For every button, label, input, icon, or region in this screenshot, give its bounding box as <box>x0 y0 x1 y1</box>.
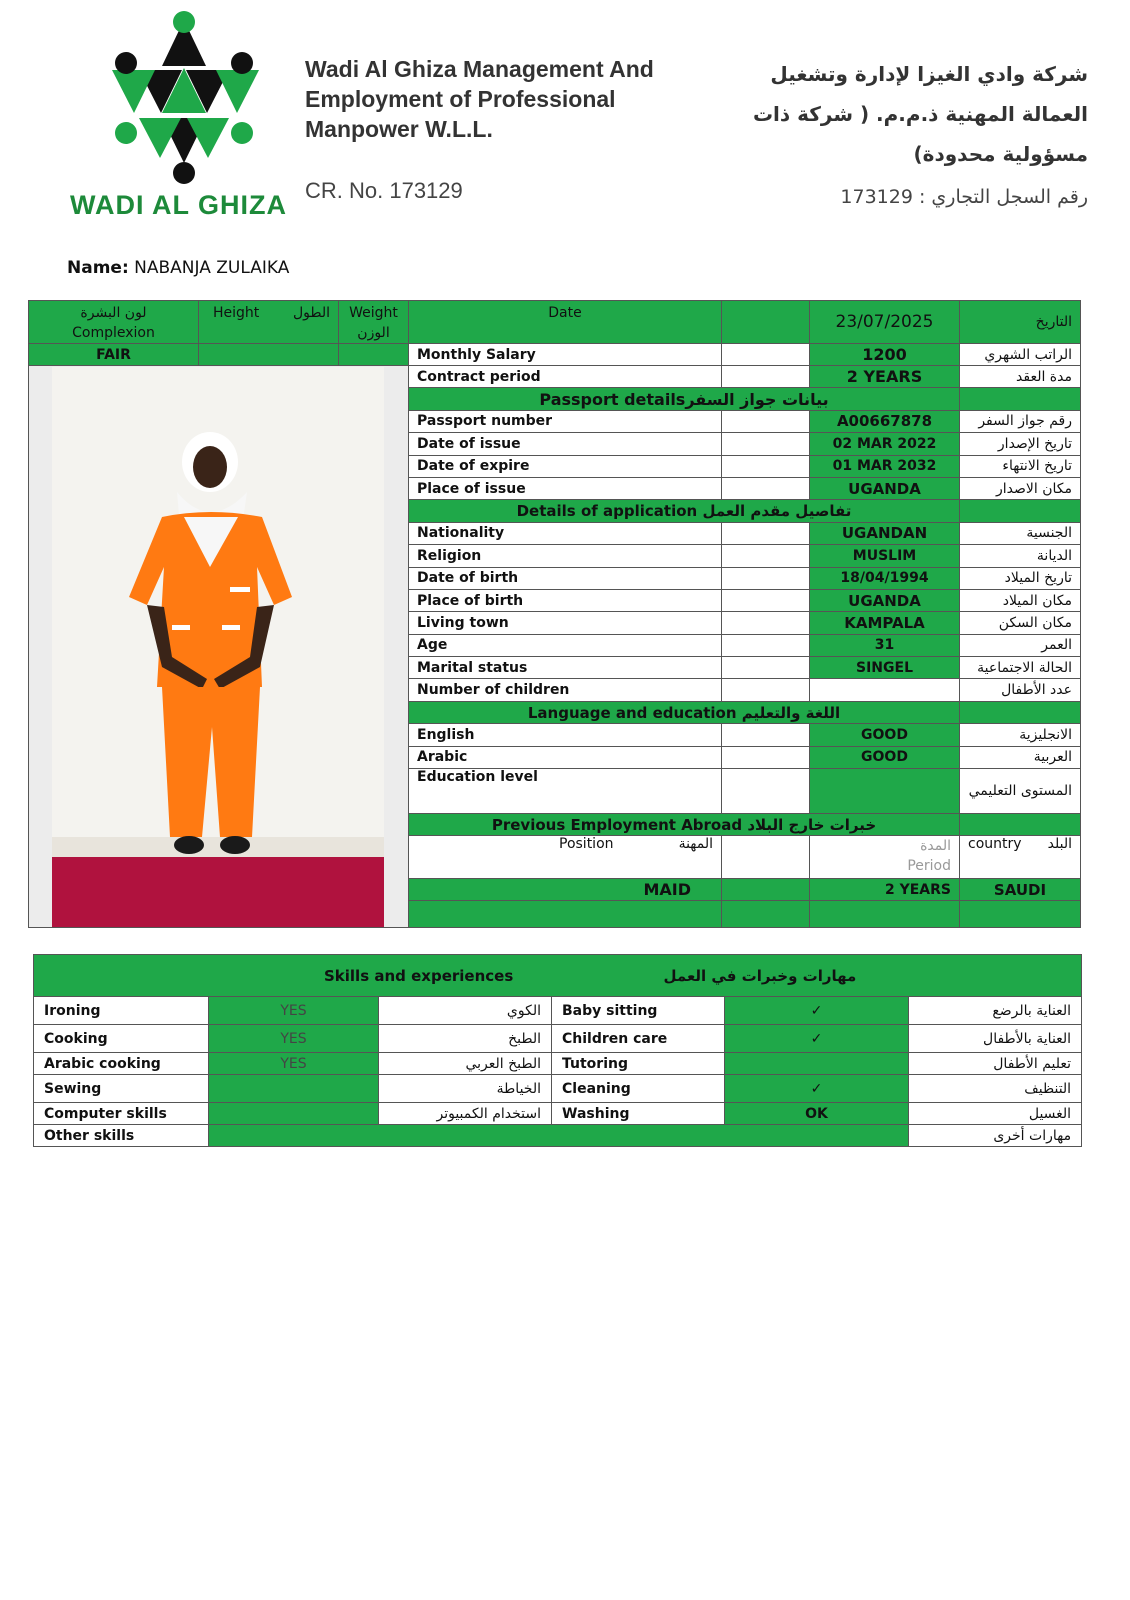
arabic-value: GOOD <box>810 746 960 768</box>
date-of-expire-value: 01 MAR 2032 <box>810 455 960 477</box>
company-name-en <box>305 54 654 144</box>
applicant-name: NABANJA ZULAIKA <box>134 258 290 278</box>
empty-cell <box>722 344 810 366</box>
skill-cooking-label: Cooking <box>34 1025 209 1053</box>
company-name-line-2: Employment of Professional <box>305 86 616 112</box>
religion-value: MUSLIM <box>810 545 960 567</box>
living-town-value: KAMPALA <box>810 612 960 634</box>
arabic-label: Arabic <box>409 746 722 768</box>
empty-cell <box>722 679 810 701</box>
skill-ironing-value: YES <box>209 997 379 1025</box>
skill-arabic-cooking-label: Arabic cooking <box>34 1053 209 1075</box>
skill-tutoring-label: Tutoring <box>552 1053 725 1075</box>
place-of-issue-label-ar: مكان الاصدار <box>960 477 1081 499</box>
employment-section-header: Previous Employment Abroad خبرات خارج البلاد <box>409 813 960 835</box>
cv-details-table <box>28 300 1081 928</box>
skills-title-ar: مهارات وخبرات في العمل <box>663 966 857 985</box>
empty-cell <box>722 477 810 499</box>
nationality-value: UGANDAN <box>810 522 960 544</box>
employment-position: MAID <box>409 878 722 900</box>
empty-cell <box>722 878 810 900</box>
empty-cell <box>722 455 810 477</box>
skill-cleaning-label: Cleaning <box>552 1075 725 1103</box>
empty-cell <box>722 366 810 388</box>
skill-washing-label-ar: الغسيل <box>909 1103 1082 1125</box>
other-skills-label: Other skills <box>34 1125 209 1147</box>
application-section-header: Details of application تفاصيل مقدم العمل <box>409 500 960 522</box>
children-value <box>810 679 960 701</box>
education-value <box>810 769 960 814</box>
empty-cell <box>722 746 810 768</box>
empty-cell <box>810 901 960 928</box>
skills-title-en: Skills and experiences <box>324 966 514 985</box>
cr-number-en: CR. No. 173129 <box>305 178 463 203</box>
language-section-header: Language and education اللغة والتعليم <box>409 701 960 723</box>
religion-label: Religion <box>409 545 722 567</box>
english-label: English <box>409 724 722 746</box>
period-header: المدة Period <box>810 836 960 879</box>
complexion-header: لون البشرة Complexion <box>29 301 199 344</box>
weight-value <box>339 344 409 366</box>
empty-cell <box>722 657 810 679</box>
date-label: Date <box>409 301 722 344</box>
children-label-ar: عدد الأطفال <box>960 679 1081 701</box>
weight-header: Weight الوزن <box>339 301 409 344</box>
empty-cell <box>409 901 722 928</box>
name-label: Name: <box>67 258 129 278</box>
place-of-birth-label-ar: مكان الميلاد <box>960 589 1081 611</box>
place-of-birth-value: UGANDA <box>810 589 960 611</box>
empty-cell <box>722 724 810 746</box>
check-icon: ✓ <box>725 1075 909 1103</box>
marital-status-label-ar: الحالة الاجتماعية <box>960 657 1081 679</box>
empty-cell <box>722 301 810 344</box>
skill-computer-label-ar: استخدام الكمبيوتر <box>379 1103 552 1125</box>
place-of-birth-label: Place of birth <box>409 589 722 611</box>
arabic-label-ar: العربية <box>960 746 1081 768</box>
contract-label: Contract period <box>409 366 722 388</box>
place-of-issue-label: Place of issue <box>409 477 722 499</box>
skill-arabic-cooking-value: YES <box>209 1053 379 1075</box>
empty-cell <box>722 433 810 455</box>
living-town-label: Living town <box>409 612 722 634</box>
passport-number-label: Passport number <box>409 410 722 432</box>
passport-number-label-ar: رقم جواز السفر <box>960 410 1081 432</box>
skill-washing-value: OK <box>725 1103 909 1125</box>
cr-number-ar: رقم السجل التجاري : 173129 <box>840 186 1088 208</box>
date-of-birth-label: Date of birth <box>409 567 722 589</box>
other-skills-value <box>209 1125 909 1147</box>
skill-washing-label: Washing <box>552 1103 725 1125</box>
empty-cell <box>722 836 810 879</box>
empty-cell <box>960 388 1081 410</box>
date-of-expire-label-ar: تاريخ الانتهاء <box>960 455 1081 477</box>
skill-arabic-cooking-label-ar: الطبخ العربي <box>379 1053 552 1075</box>
skill-computer-label: Computer skills <box>34 1103 209 1125</box>
english-label-ar: الانجليزية <box>960 724 1081 746</box>
date-of-issue-label-ar: تاريخ الإصدار <box>960 433 1081 455</box>
empty-cell <box>960 813 1081 835</box>
empty-cell <box>722 769 810 814</box>
skill-cooking-label-ar: الطبخ <box>379 1025 552 1053</box>
empty-cell <box>722 545 810 567</box>
date-of-issue-label: Date of issue <box>409 433 722 455</box>
education-label: Education level <box>409 769 722 814</box>
skill-children-care-label-ar: العناية بالأطفال <box>909 1025 1082 1053</box>
children-label: Number of children <box>409 679 722 701</box>
age-value: 31 <box>810 634 960 656</box>
salary-label-ar: الراتب الشهري <box>960 344 1081 366</box>
marital-status-value: SINGEL <box>810 657 960 679</box>
skill-computer-value <box>209 1103 379 1125</box>
empty-cell <box>960 701 1081 723</box>
living-town-label-ar: مكان السكن <box>960 612 1081 634</box>
check-icon: ✓ <box>725 997 909 1025</box>
empty-cell <box>960 500 1081 522</box>
passport-section-header: Passport detailsبيانات جواز السفر <box>409 388 960 410</box>
nationality-label-ar: الجنسية <box>960 522 1081 544</box>
other-skills-label-ar: مهارات أخرى <box>909 1125 1082 1147</box>
empty-cell <box>722 522 810 544</box>
empty-cell <box>722 901 810 928</box>
photo-cell <box>29 366 409 928</box>
company-name-line-1: Wadi Al Ghiza Management And <box>305 56 654 82</box>
english-value: GOOD <box>810 724 960 746</box>
date-of-issue-value: 02 MAR 2022 <box>810 433 960 455</box>
passport-number-value: A00667878 <box>810 410 960 432</box>
applicant-photo <box>52 367 384 927</box>
skill-sewing-label: Sewing <box>34 1075 209 1103</box>
date-of-birth-value: 18/04/1994 <box>810 567 960 589</box>
age-label-ar: العمر <box>960 634 1081 656</box>
skill-baby-sitting-label: Baby sitting <box>552 997 725 1025</box>
date-of-birth-label-ar: تاريخ الميلاد <box>960 567 1081 589</box>
empty-cell <box>722 634 810 656</box>
logo-wordmark: WADI AL GHIZA <box>70 190 287 220</box>
skill-ironing-label-ar: الكوي <box>379 997 552 1025</box>
contract-label-ar: مدة العقد <box>960 366 1081 388</box>
skill-tutoring-label-ar: تعليم الأطفال <box>909 1053 1082 1075</box>
check-icon: ✓ <box>725 1025 909 1053</box>
skill-baby-sitting-label-ar: العناية بالرضع <box>909 997 1082 1025</box>
position-header: Position المهنة <box>409 836 722 879</box>
salary-label: Monthly Salary <box>409 344 722 366</box>
skill-tutoring-value <box>725 1053 909 1075</box>
age-label: Age <box>409 634 722 656</box>
employment-country: SAUDI <box>960 878 1081 900</box>
empty-cell <box>722 567 810 589</box>
contract-value: 2 YEARS <box>810 366 960 388</box>
marital-status-label: Marital status <box>409 657 722 679</box>
empty-cell <box>960 901 1081 928</box>
date-of-expire-label: Date of expire <box>409 455 722 477</box>
skill-cleaning-label-ar: التنظيف <box>909 1075 1082 1103</box>
skill-ironing-label: Ironing <box>34 997 209 1025</box>
employment-period: 2 YEARS <box>810 878 960 900</box>
complexion-value: FAIR <box>29 344 199 366</box>
date-label-ar: التاريخ <box>960 301 1081 344</box>
nationality-label: Nationality <box>409 522 722 544</box>
date-value: 23/07/2025 <box>810 301 960 344</box>
height-header: Height الطول <box>199 301 339 344</box>
empty-cell <box>722 612 810 634</box>
height-value <box>199 344 339 366</box>
education-label-ar: المستوى التعليمي <box>960 769 1081 814</box>
skill-cooking-value: YES <box>209 1025 379 1053</box>
empty-cell <box>722 410 810 432</box>
applicant-name-line <box>67 258 289 278</box>
skill-sewing-label-ar: الخياطة <box>379 1075 552 1103</box>
skill-sewing-value <box>209 1075 379 1103</box>
salary-value: 1200 <box>810 344 960 366</box>
religion-label-ar: الديانة <box>960 545 1081 567</box>
country-header: country البلد <box>960 836 1081 879</box>
company-name-line-3: Manpower W.L.L. <box>305 116 493 142</box>
skills-header <box>34 955 1082 997</box>
empty-cell <box>722 589 810 611</box>
company-name-ar: شركة وادي الغيزا لإدارة وتشغيل العمالة المهنية ذ.م.م. ( شركة ذات مسؤولية محدودة) <box>752 62 1088 166</box>
skills-table <box>33 954 1082 1147</box>
place-of-issue-value: UGANDA <box>810 477 960 499</box>
skill-children-care-label: Children care <box>552 1025 725 1053</box>
